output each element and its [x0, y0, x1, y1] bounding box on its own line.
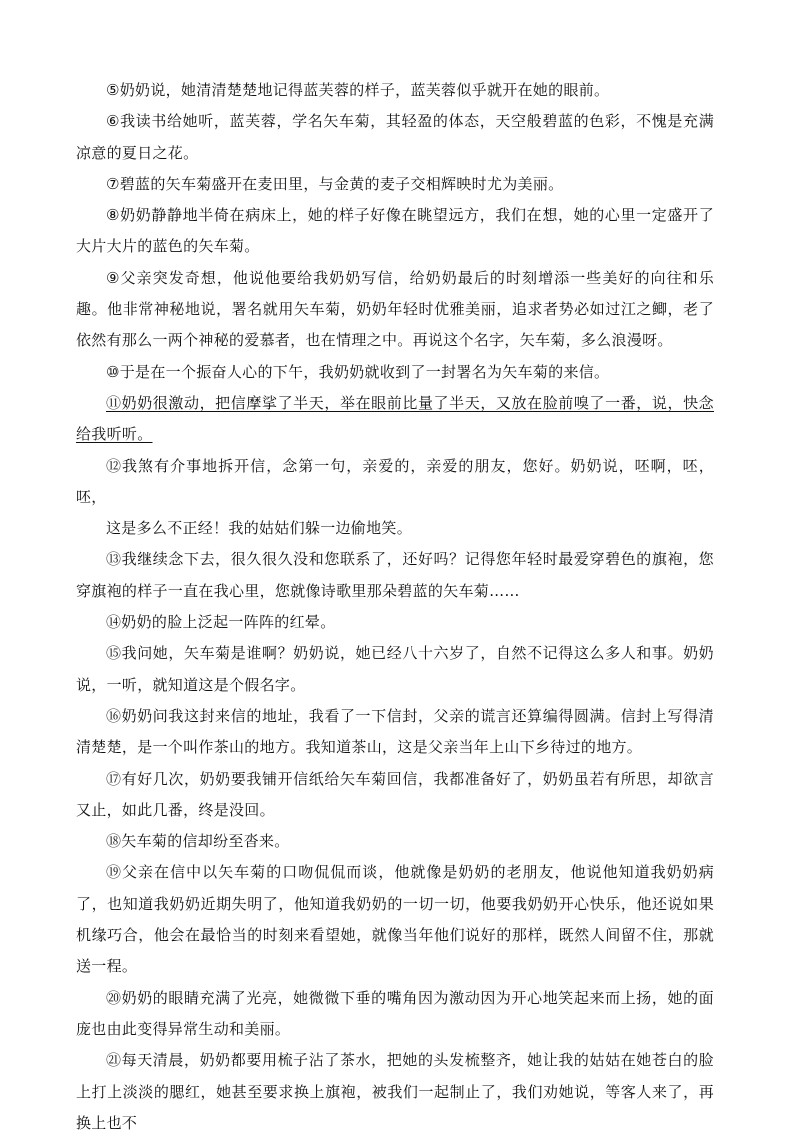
paragraph-7: ⑦碧蓝的矢车菊盛开在麦田里，与金黄的麦子交相辉映时尤为美丽。: [106, 174, 564, 193]
paragraph-9: ⑨父亲突发奇想，他说他要给我奶奶写信，给奶奶最后的时刻增添一些美好的向往和乐趣。他非常神秘地说，署名就用矢车菊，奶奶年轻时优雅美丽，追求者势必如过江之鲫，老了依然有那么一两个神秘的爱慕者，也在情理之中。再说这个名字，矢车菊，多么浪漫呀。: [76, 268, 714, 350]
paragraph-12: ⑫我煞有介事地拆开信，念第一句，亲爱的，亲爱的朋友，您好。奶奶说，呸啊，呸，呸， 这是多么不正经！我的姑姑们躲一边偷地笑。: [76, 451, 714, 545]
paragraph-18: ⑱矢车菊的信却纷至沓来。: [106, 832, 290, 851]
paragraph-10: ⑩于是在一个振奋人心的下午，我奶奶就收到了一封署名为矢车菊的来信。: [106, 362, 610, 381]
paragraph-20: ⑳奶奶的眼睛充满了光亮，她微微下垂的嘴角因为激动因为开心地笑起来而上扬，她的面庞也由此变得异常生动和美丽。: [76, 988, 714, 1038]
paragraph-21: ㉑每天清晨，奶奶都要用梳子沾了茶水，把她的头发梳整齐，她让我的姑姑在她苍白的脸上打上淡淡的腮红，她甚至要求换上旗袍，被我们一起制止了，我们劝她说，等客人来了，再换上也不: [76, 1051, 714, 1132]
paragraph-6: ⑥我读书给她听，蓝芙蓉，学名矢车菊，其轻盈的体态，天空般碧蓝的色彩，不愧是充满凉意的夏日之花。: [76, 112, 714, 162]
paragraph-19: ⑲父亲在信中以矢车菊的口吻侃侃而谈，他就像是奶奶的老朋友，他说他知道我奶奶病了，也知道我奶奶近期失明了，他知道我奶奶的一切一切，他要我奶奶开心快乐，他还说如果机缘巧合，他会在最恰当的时刻来看望她，就像当年他们说好的那样，既然人间留不住，那就送一程。: [76, 863, 714, 976]
paragraph-12-line2: 这是多么不正经！我的姑姑们躲一边偷地笑。: [106, 519, 413, 538]
paragraph-13: ⑬我继续念下去，很久很久没和您联系了，还好吗？记得您年轻时最爱穿碧色的旗袍，您穿旗袍的样子一直在我心里，您就像诗歌里那朵碧蓝的矢车菊……: [76, 550, 714, 600]
article-body: [76, 75, 714, 1139]
paragraph-11-underlined: ⑪奶奶很激动，把信摩挲了半天，举在眼前比量了半天，又放在脸前嗅了一番，说，快念给我听听。: [76, 393, 714, 444]
paragraph-16: ⑯奶奶问我这封来信的地址，我看了一下信封，父亲的谎言还算编得圆满。信封上写得清清楚楚，是一个叫作茶山的地方。我知道茶山，这是父亲当年上山下乡待过的地方。: [76, 706, 714, 757]
paragraph-5: ⑤奶奶说，她清清楚楚地记得蓝芙蓉的样子，蓝芙蓉似乎就开在她的眼前。: [106, 81, 610, 99]
paragraph-17: ⑰有好几次，奶奶要我铺开信纸给矢车菊回信，我都准备好了，奶奶虽若有所思，却欲言又止，如此几番，终是没回。: [76, 769, 714, 819]
paragraph-8: ⑧奶奶静静地半倚在病床上，她的样子好像在眺望远方，我们在想，她的心里一定盛开了大片大片的蓝色的矢车菊。: [76, 206, 714, 256]
paragraph-15: ⑮我问她，矢车菊是谁啊？奶奶说，她已经八十六岁了，自然不记得这么多人和事。奶奶说，一听，就知道这是个假名字。: [76, 644, 714, 694]
paragraph-14: ⑭奶奶的脸上泛起一阵阵的红晕。: [106, 613, 336, 632]
